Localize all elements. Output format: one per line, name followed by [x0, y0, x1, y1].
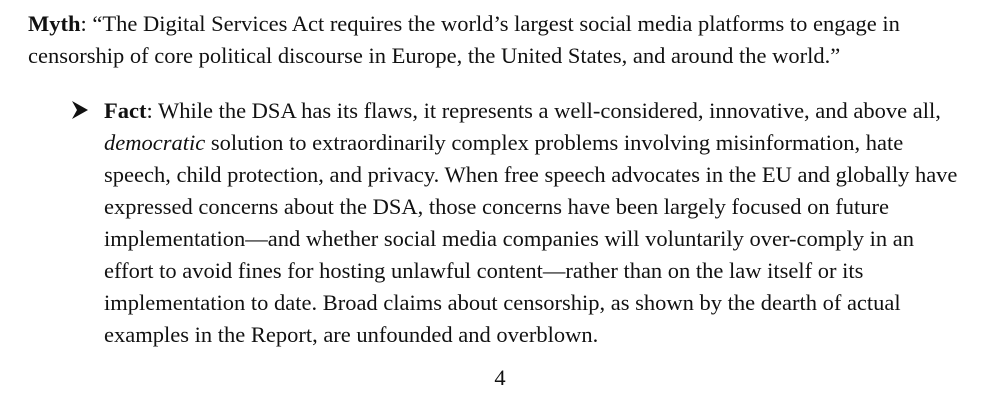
- fact-emphasis: democratic: [104, 130, 206, 155]
- myth-separator: :: [80, 11, 93, 36]
- fact-text-after-emphasis: solution to extraordinarily complex problems involving misinformation, hate speech, child protection, and privacy. When free speech advocates in the EU and globally have expressed concerns about the DSA, those concerns have been largely focused on future implementation—and whether social media companies will voluntarily over-comply in an effort to avoid fines for hosting unlawful content—rather than on the law itself or its implementation to date. Broad claims about censorship, as shown by the dearth of actual examples in the Report, are unfounded and overblown.: [104, 130, 958, 347]
- fact-paragraph: [104, 95, 969, 351]
- myth-paragraph: [28, 8, 978, 72]
- myth-label: Myth: [28, 11, 81, 36]
- page-number: 4: [494, 365, 506, 390]
- arrowhead-bullet-icon: [70, 98, 90, 122]
- fact-label: Fact: [104, 98, 147, 123]
- fact-text-before-emphasis: While the DSA has its flaws, it represents a well-considered, innovative, and above all,: [157, 98, 941, 123]
- fact-separator: :: [146, 98, 158, 123]
- myth-text: “The Digital Services Act requires the world’s largest social media platforms to engage in censorship of core political discourse in Europe, the United States, and around the world.”: [28, 11, 900, 68]
